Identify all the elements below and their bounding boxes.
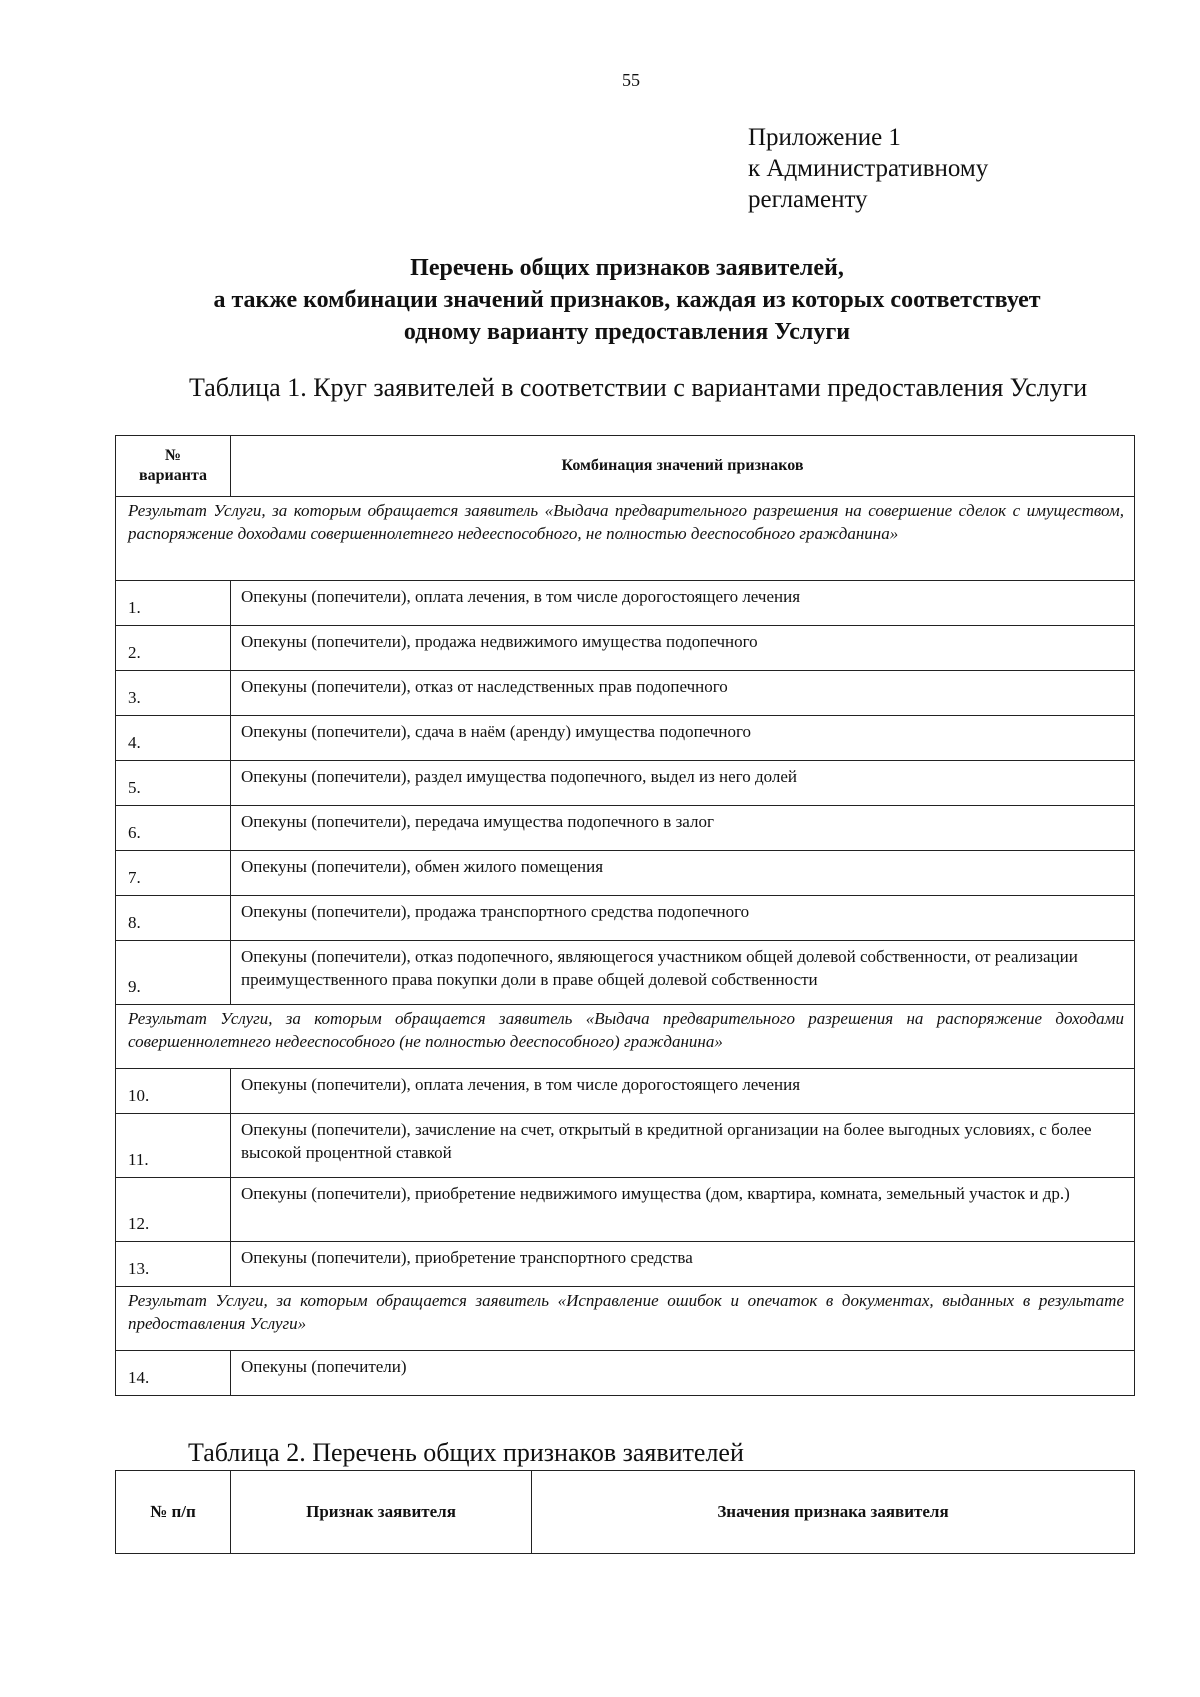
variant-combination: Опекуны (попечители), отказ подопечного, являющегося участником общей долевой собственности, от реализации преимущественного права покупки доли в праве общей долевой собственности [231, 941, 1135, 1005]
header-row-number: № п/п [116, 1471, 231, 1554]
document-title [115, 252, 1139, 348]
section-title: Результат Услуги, за которым обращается заявитель «Выдача предварительного разрешения на совершение сделок с имуществом, распоряжение доходами совершеннолетнего недееспособного, не полностью дееспособного гражданина» [116, 497, 1135, 581]
variant-combination: Опекуны (попечители), обмен жилого помещения [231, 851, 1135, 896]
table-header-row [116, 436, 1135, 497]
header-num-symbol: № [164, 447, 182, 464]
table-row [116, 896, 1135, 941]
variant-number: 6. [116, 806, 231, 851]
variant-number: 8. [116, 896, 231, 941]
variant-number: 14. [116, 1351, 231, 1396]
variant-number: 3. [116, 671, 231, 716]
section-title: Результат Услуги, за которым обращается заявитель «Выдача предварительного разрешения на распоряжение доходами совершеннолетнего недееспособного (не полностью дееспособного) гражданина» [116, 1005, 1135, 1069]
variant-number: 7. [116, 851, 231, 896]
attributes-table [115, 1470, 1135, 1554]
variant-number: 13. [116, 1242, 231, 1287]
variant-number: 1. [116, 581, 231, 626]
header-combination: Комбинация значений признаков [231, 436, 1135, 497]
page-number: 55 [622, 70, 640, 90]
section-row [116, 1287, 1135, 1351]
variant-combination: Опекуны (попечители), передача имущества подопечного в залог [231, 806, 1135, 851]
appendix-line-2: к Административному [748, 155, 989, 182]
table-header-row [116, 1471, 1135, 1554]
appendix-line-3: регламенту [748, 186, 868, 213]
title-line-1: Перечень общих признаков заявителей, [410, 255, 844, 281]
variant-combination: Опекуны (попечители), продажа недвижимого имущества подопечного [231, 626, 1135, 671]
header-variant-number [116, 436, 231, 497]
table-row [116, 626, 1135, 671]
variant-combination: Опекуны (попечители), приобретение транспортного средства [231, 1242, 1135, 1287]
table1-caption: Таблица 1. Круг заявителей в соответствии с вариантами предоставления Услуги [189, 373, 1088, 402]
table-row [116, 806, 1135, 851]
variant-combination: Опекуны (попечители), приобретение недвижимого имущества (дом, квартира, комната, земельный участок и др.) [231, 1178, 1135, 1242]
header-attribute-values: Значения признака заявителя [532, 1471, 1135, 1554]
variant-combination: Опекуны (попечители), сдача в наём (аренду) имущества подопечного [231, 716, 1135, 761]
variant-combination: Опекуны (попечители), отказ от наследственных прав подопечного [231, 671, 1135, 716]
table-row [116, 716, 1135, 761]
section-row [116, 1005, 1135, 1069]
variants-table [115, 435, 1135, 1396]
section-row [116, 497, 1135, 581]
variant-number: 11. [116, 1114, 231, 1178]
variant-number: 4. [116, 716, 231, 761]
variant-combination: Опекуны (попечители), оплата лечения, в том числе дорогостоящего лечения [231, 1069, 1135, 1114]
table-row [116, 1114, 1135, 1178]
table-row [116, 1242, 1135, 1287]
variant-combination: Опекуны (попечители) [231, 1351, 1135, 1396]
title-line-3: одному варианту предоставления Услуги [403, 319, 851, 345]
table-row [116, 851, 1135, 896]
table-row [116, 761, 1135, 806]
variant-number: 2. [116, 626, 231, 671]
table-row [116, 941, 1135, 1005]
variant-number: 9. [116, 941, 231, 1005]
table-row [116, 1069, 1135, 1114]
variant-number: 5. [116, 761, 231, 806]
variant-combination: Опекуны (попечители), зачисление на счет, открытый в кредитной организации на более выгодных условиях, с более высокой процентной ставкой [231, 1114, 1135, 1178]
variant-combination: Опекуны (попечители), оплата лечения, в том числе дорогостоящего лечения [231, 581, 1135, 626]
variant-number: 10. [116, 1069, 231, 1114]
table-row [116, 1351, 1135, 1396]
variant-number: 12. [116, 1178, 231, 1242]
variant-combination: Опекуны (попечители), раздел имущества подопечного, выдел из него долей [231, 761, 1135, 806]
header-attribute: Признак заявителя [231, 1471, 532, 1554]
table-row [116, 671, 1135, 716]
table-row [116, 1178, 1135, 1242]
variant-combination: Опекуны (попечители), продажа транспортного средства подопечного [231, 896, 1135, 941]
appendix-line-1: Приложение 1 [748, 124, 901, 151]
table2-caption: Таблица 2. Перечень общих признаков заявителей [188, 1438, 744, 1467]
section-title: Результат Услуги, за которым обращается заявитель «Исправление ошибок и опечаток в документах, выданных в результате предоставления Услуги» [116, 1287, 1135, 1351]
header-num-word: варианта [138, 467, 208, 484]
title-line-2: а также комбинации значений признаков, каждая из которых соответствует [213, 287, 1041, 313]
table-row [116, 581, 1135, 626]
variants-table-body [116, 497, 1135, 1396]
appendix-note [748, 122, 988, 215]
